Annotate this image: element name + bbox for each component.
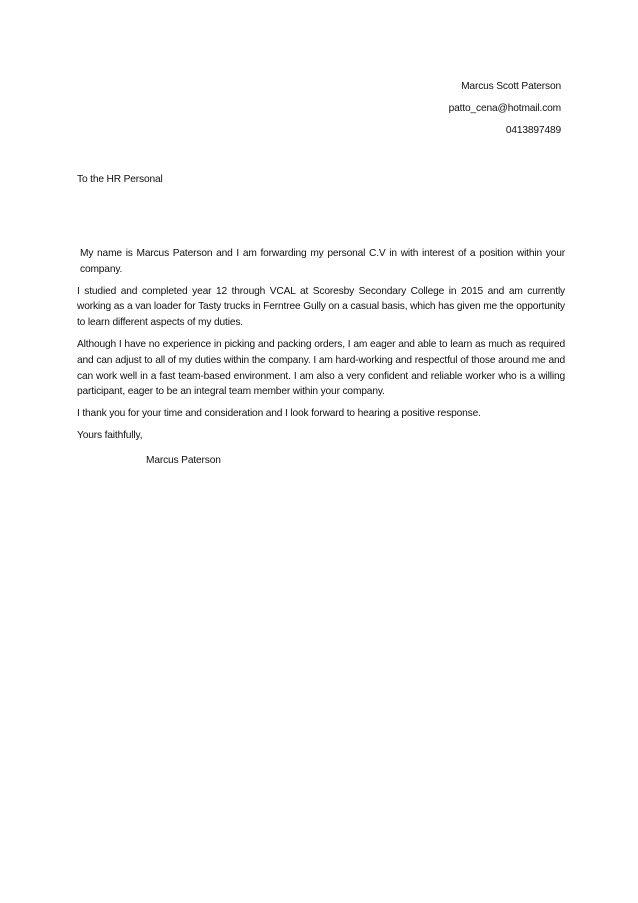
- sender-block: [449, 76, 561, 142]
- letter-body: [77, 246, 565, 469]
- signature: Marcus Paterson: [146, 454, 221, 466]
- sender-email: patto_cena@hotmail.com: [448, 103, 561, 114]
- sender-phone: 0413897489: [505, 125, 561, 136]
- body-paragraph-experience: Although I have no experience in picking and packing orders, I am eager and able to learn as much as required and can adjust to all of my duties within the company. I am hard-working and respectful of those around me and can work well in a fast team-based environment. I am also a very confident and reliable worker who is a willing participant, eager to be an integral team member within your company.: [77, 338, 565, 398]
- sender-name: Marcus Scott Paterson: [461, 81, 561, 92]
- body-paragraph-education: I studied and completed year 12 through VCAL at Scoresby Secondary College in 2015 and am currently working as a van loader for Tasty trucks in Ferntree Gully on a casual basis, which has given me the opportunity to learn different aspects of my duties.: [77, 285, 565, 329]
- body-paragraph-intro: My name is Marcus Paterson and I am forwarding my personal C.V in with interest of a position within your company.: [80, 248, 565, 275]
- salutation: To the HR Personal: [77, 174, 163, 185]
- closing: Yours faithfully,: [77, 429, 143, 441]
- body-paragraph-thanks: I thank you for your time and consideration and I look forward to hearing a positive response.: [77, 408, 481, 420]
